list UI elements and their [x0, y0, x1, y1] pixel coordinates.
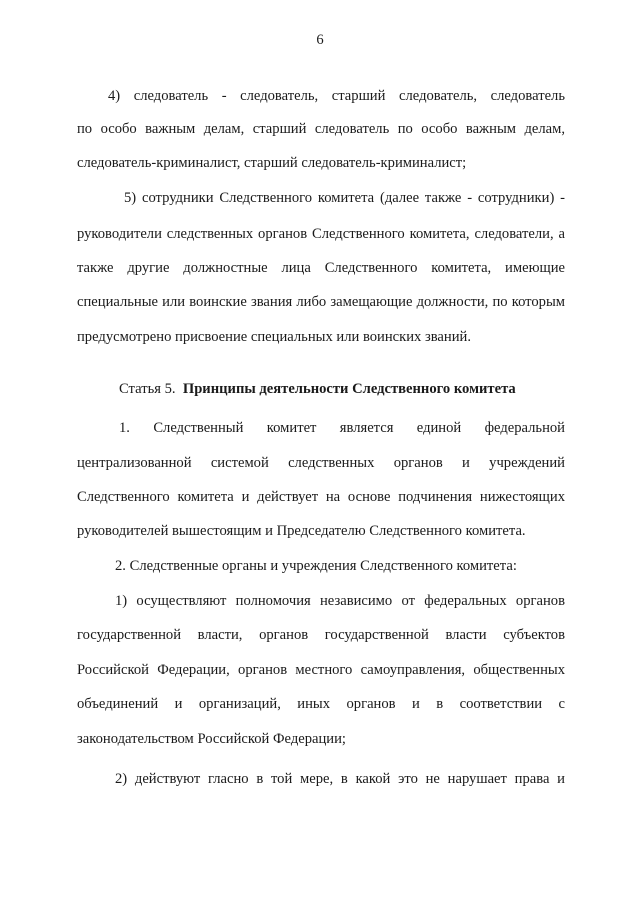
clause2-intro: 2. Следственные органы и учреждения Следственного комитета:: [115, 558, 517, 574]
clause2-sub1-line4: объединений и организаций, иных органов и в соответствии с: [77, 696, 565, 712]
item4-line3: следователь-криминалист, старший следователь-криминалист;: [77, 155, 467, 171]
clause2-sub1-line5: законодательством Российской Федерации;: [77, 731, 346, 747]
article-title: Принципы деятельности Следственного комитета: [182, 381, 516, 397]
article-heading: [119, 381, 516, 398]
page-number: 6: [316, 32, 324, 48]
item5-line2: руководители следственных органов Следственного комитета, следователи, а: [77, 226, 565, 242]
item5-line3: также другие должностные лица Следственного комитета, имеющие: [77, 260, 565, 276]
item4-line1: 4) следователь - следователь, старший следователь, следователь: [108, 88, 565, 104]
clause1-line2: централизованной системой следственных органов и учреждений: [77, 455, 565, 471]
item5-line5: предусмотрено присвоение специальных или воинских званий.: [77, 329, 471, 345]
clause2-sub1-line3: Российской Федерации, органов местного самоуправления, общественных: [77, 662, 565, 678]
item4-line2: по особо важным делам, старший следователь по особо важным делам,: [77, 121, 565, 137]
clause1-line3: Следственного комитета и действует на основе подчинения нижестоящих: [77, 489, 565, 505]
item5-line1: 5) сотрудники Следственного комитета (далее также - сотрудники) -: [124, 190, 565, 206]
item5-line4: специальные или воинские звания либо замещающие должности, по которым: [77, 294, 565, 310]
clause1-line1: 1. Следственный комитет является единой федеральной: [119, 420, 565, 436]
article-number: Статья 5.: [119, 381, 176, 397]
clause2-sub2-line1: 2) действуют гласно в той мере, в какой это не нарушает права и: [115, 771, 565, 787]
clause1-line4: руководителей вышестоящим и Председателю Следственного комитета.: [77, 523, 526, 539]
clause2-sub1-line1: 1) осуществляют полномочия независимо от федеральных органов: [115, 593, 565, 609]
clause2-sub1-line2: государственной власти, органов государственной власти субъектов: [77, 627, 565, 643]
